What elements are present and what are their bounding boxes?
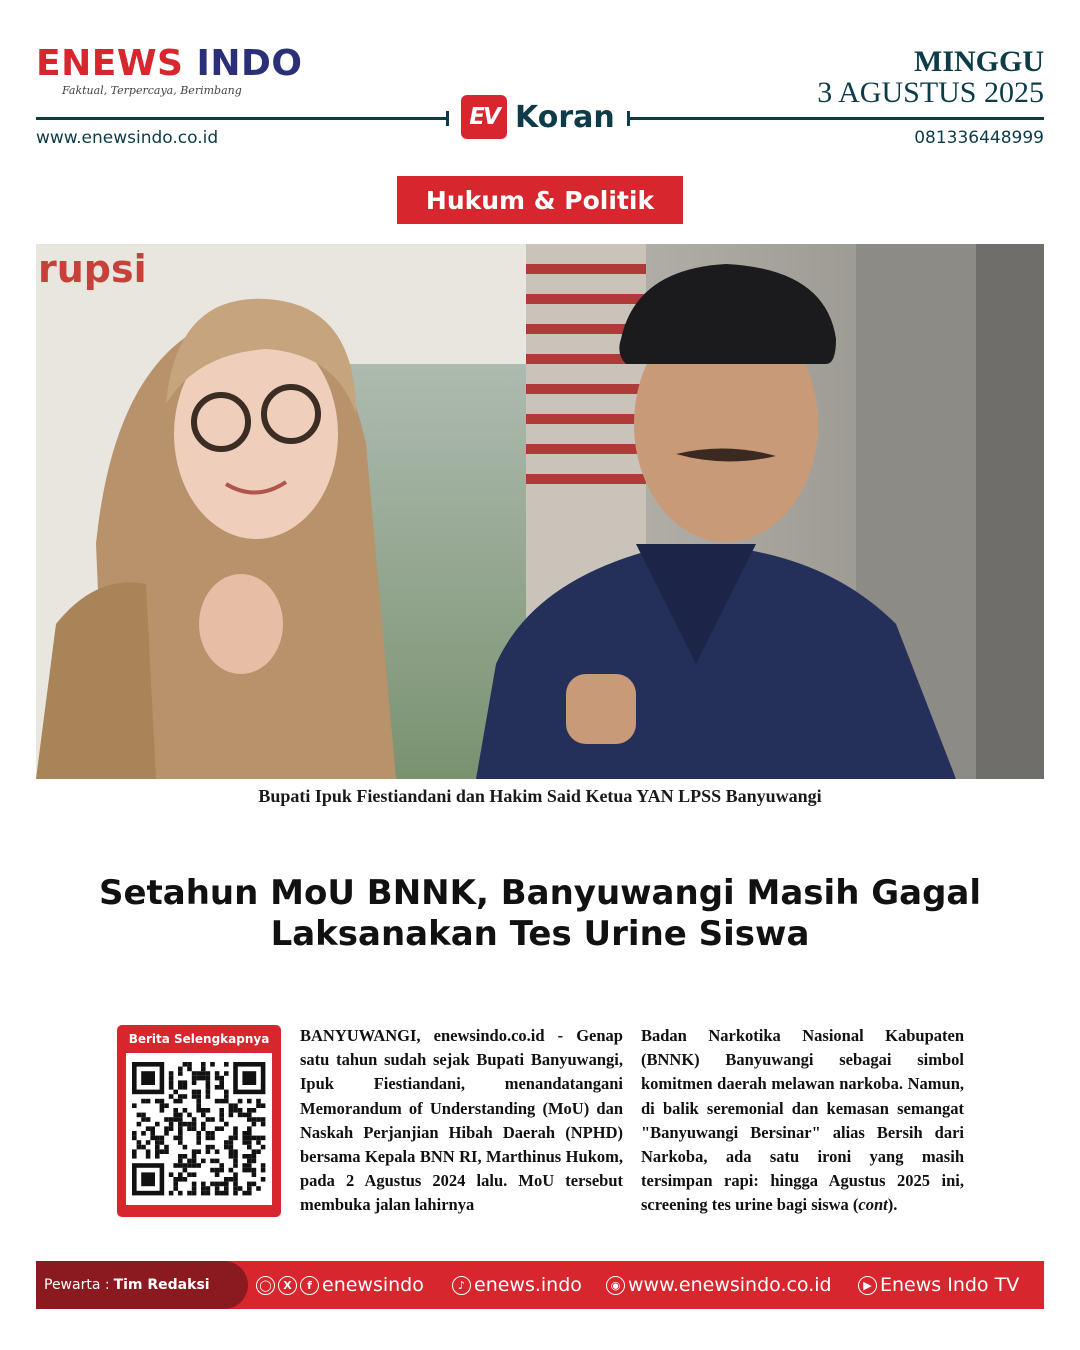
article-photo: [36, 244, 1044, 779]
qr-code-icon[interactable]: [126, 1053, 272, 1205]
brand-logo: [36, 43, 303, 97]
masthead-rule-right: [630, 117, 1044, 120]
social-tiktok[interactable]: [452, 1261, 582, 1309]
qr-title: Berita Selengkapnya: [128, 1032, 270, 1046]
phone-number: 081336448999: [914, 128, 1044, 148]
article-headline: [40, 873, 1040, 956]
edition-day: MINGGU: [914, 45, 1044, 78]
photo-banner-text: rupsi: [38, 247, 147, 291]
photo-caption: Bupati Ipuk Fiestiandani dan Hakim Said Ketua YAN LPSS Banyuwangi: [258, 786, 822, 806]
globe-icon[interactable]: ◉: [606, 1276, 625, 1295]
reporter-name: Tim Redaksi: [113, 1277, 210, 1293]
rule-cap-left: [446, 111, 449, 126]
website-link[interactable]: www.enewsindo.co.id: [36, 128, 219, 148]
social-handle[interactable]: enewsindo: [322, 1274, 424, 1296]
brand-name: [36, 43, 303, 84]
instagram-icon[interactable]: ◯: [256, 1276, 275, 1295]
koran-label: Koran: [515, 99, 615, 135]
youtube-channel[interactable]: Enews Indo TV: [880, 1274, 1020, 1296]
social-youtube[interactable]: [858, 1261, 1019, 1309]
x-icon[interactable]: X: [278, 1276, 297, 1295]
headline-line-2: Laksanakan Tes Urine Siswa: [270, 914, 810, 955]
tiktok-icon[interactable]: ♪: [452, 1276, 471, 1295]
edition-date: [817, 46, 1044, 108]
article-column-1: BANYUWANGI, enewsindo.co.id - Genap satu tahun sudah sejak Bupati Banyuwangi, Ipuk Fiestiandani, menandatangani Memorandum of Understanding (MoU) dan Naskah Perjanjian Hibah Daerah (NPHD) bersama Kepala BNN RI, Marthinus Hukom, pada 2 Agustus 2024 lalu. MoU tersebut membuka jalan lahirnya: [300, 1026, 623, 1215]
article-column-2-end: ).: [887, 1195, 898, 1215]
reporter-label: Pewarta :: [44, 1277, 110, 1293]
qr-card[interactable]: [117, 1025, 281, 1217]
social-main[interactable]: [256, 1261, 424, 1309]
brand-name-part2: INDO: [196, 43, 303, 84]
brand-name-part1: ENEWS: [36, 43, 184, 84]
edition-date-text: 3 AGUSTUS 2025: [817, 75, 1044, 109]
headline-line-1: Setahun MoU BNNK, Banyuwangi Masih Gagal: [98, 873, 982, 913]
social-website[interactable]: [606, 1261, 832, 1309]
koran-badge: [461, 95, 615, 139]
category-badge: Hukum & Politik: [397, 176, 683, 224]
tiktok-handle[interactable]: enews.indo: [474, 1274, 582, 1296]
rule-cap-right: [627, 111, 630, 126]
reporter-credit: [36, 1261, 248, 1309]
footer-website[interactable]: www.enewsindo.co.id: [628, 1274, 832, 1296]
footer-bar: [36, 1261, 1044, 1309]
ev-logo-icon: EV: [461, 95, 507, 139]
masthead-rule-left: [36, 117, 446, 120]
youtube-icon[interactable]: ▶: [858, 1276, 877, 1295]
article-column-2-text: Badan Narkotika Nasional Kabupaten (BNNK) Banyuwangi sebagai simbol komitmen daerah melawan narkoba. Namun, di balik seremonial dan kemasan semangat "Banyuwangi Bersinar" alias Bersih dari Narkoba, ada satu ironi yang masih tersimpan rapi: hingga Agustus 2025 ini, screening tes urine bagi siswa (: [641, 1026, 964, 1215]
brand-tagline: Faktual, Terpercaya, Berimbang: [62, 84, 242, 97]
facebook-icon[interactable]: f: [300, 1276, 319, 1295]
article-column-2: [641, 1024, 964, 1218]
article-cont-marker: cont: [858, 1195, 888, 1215]
